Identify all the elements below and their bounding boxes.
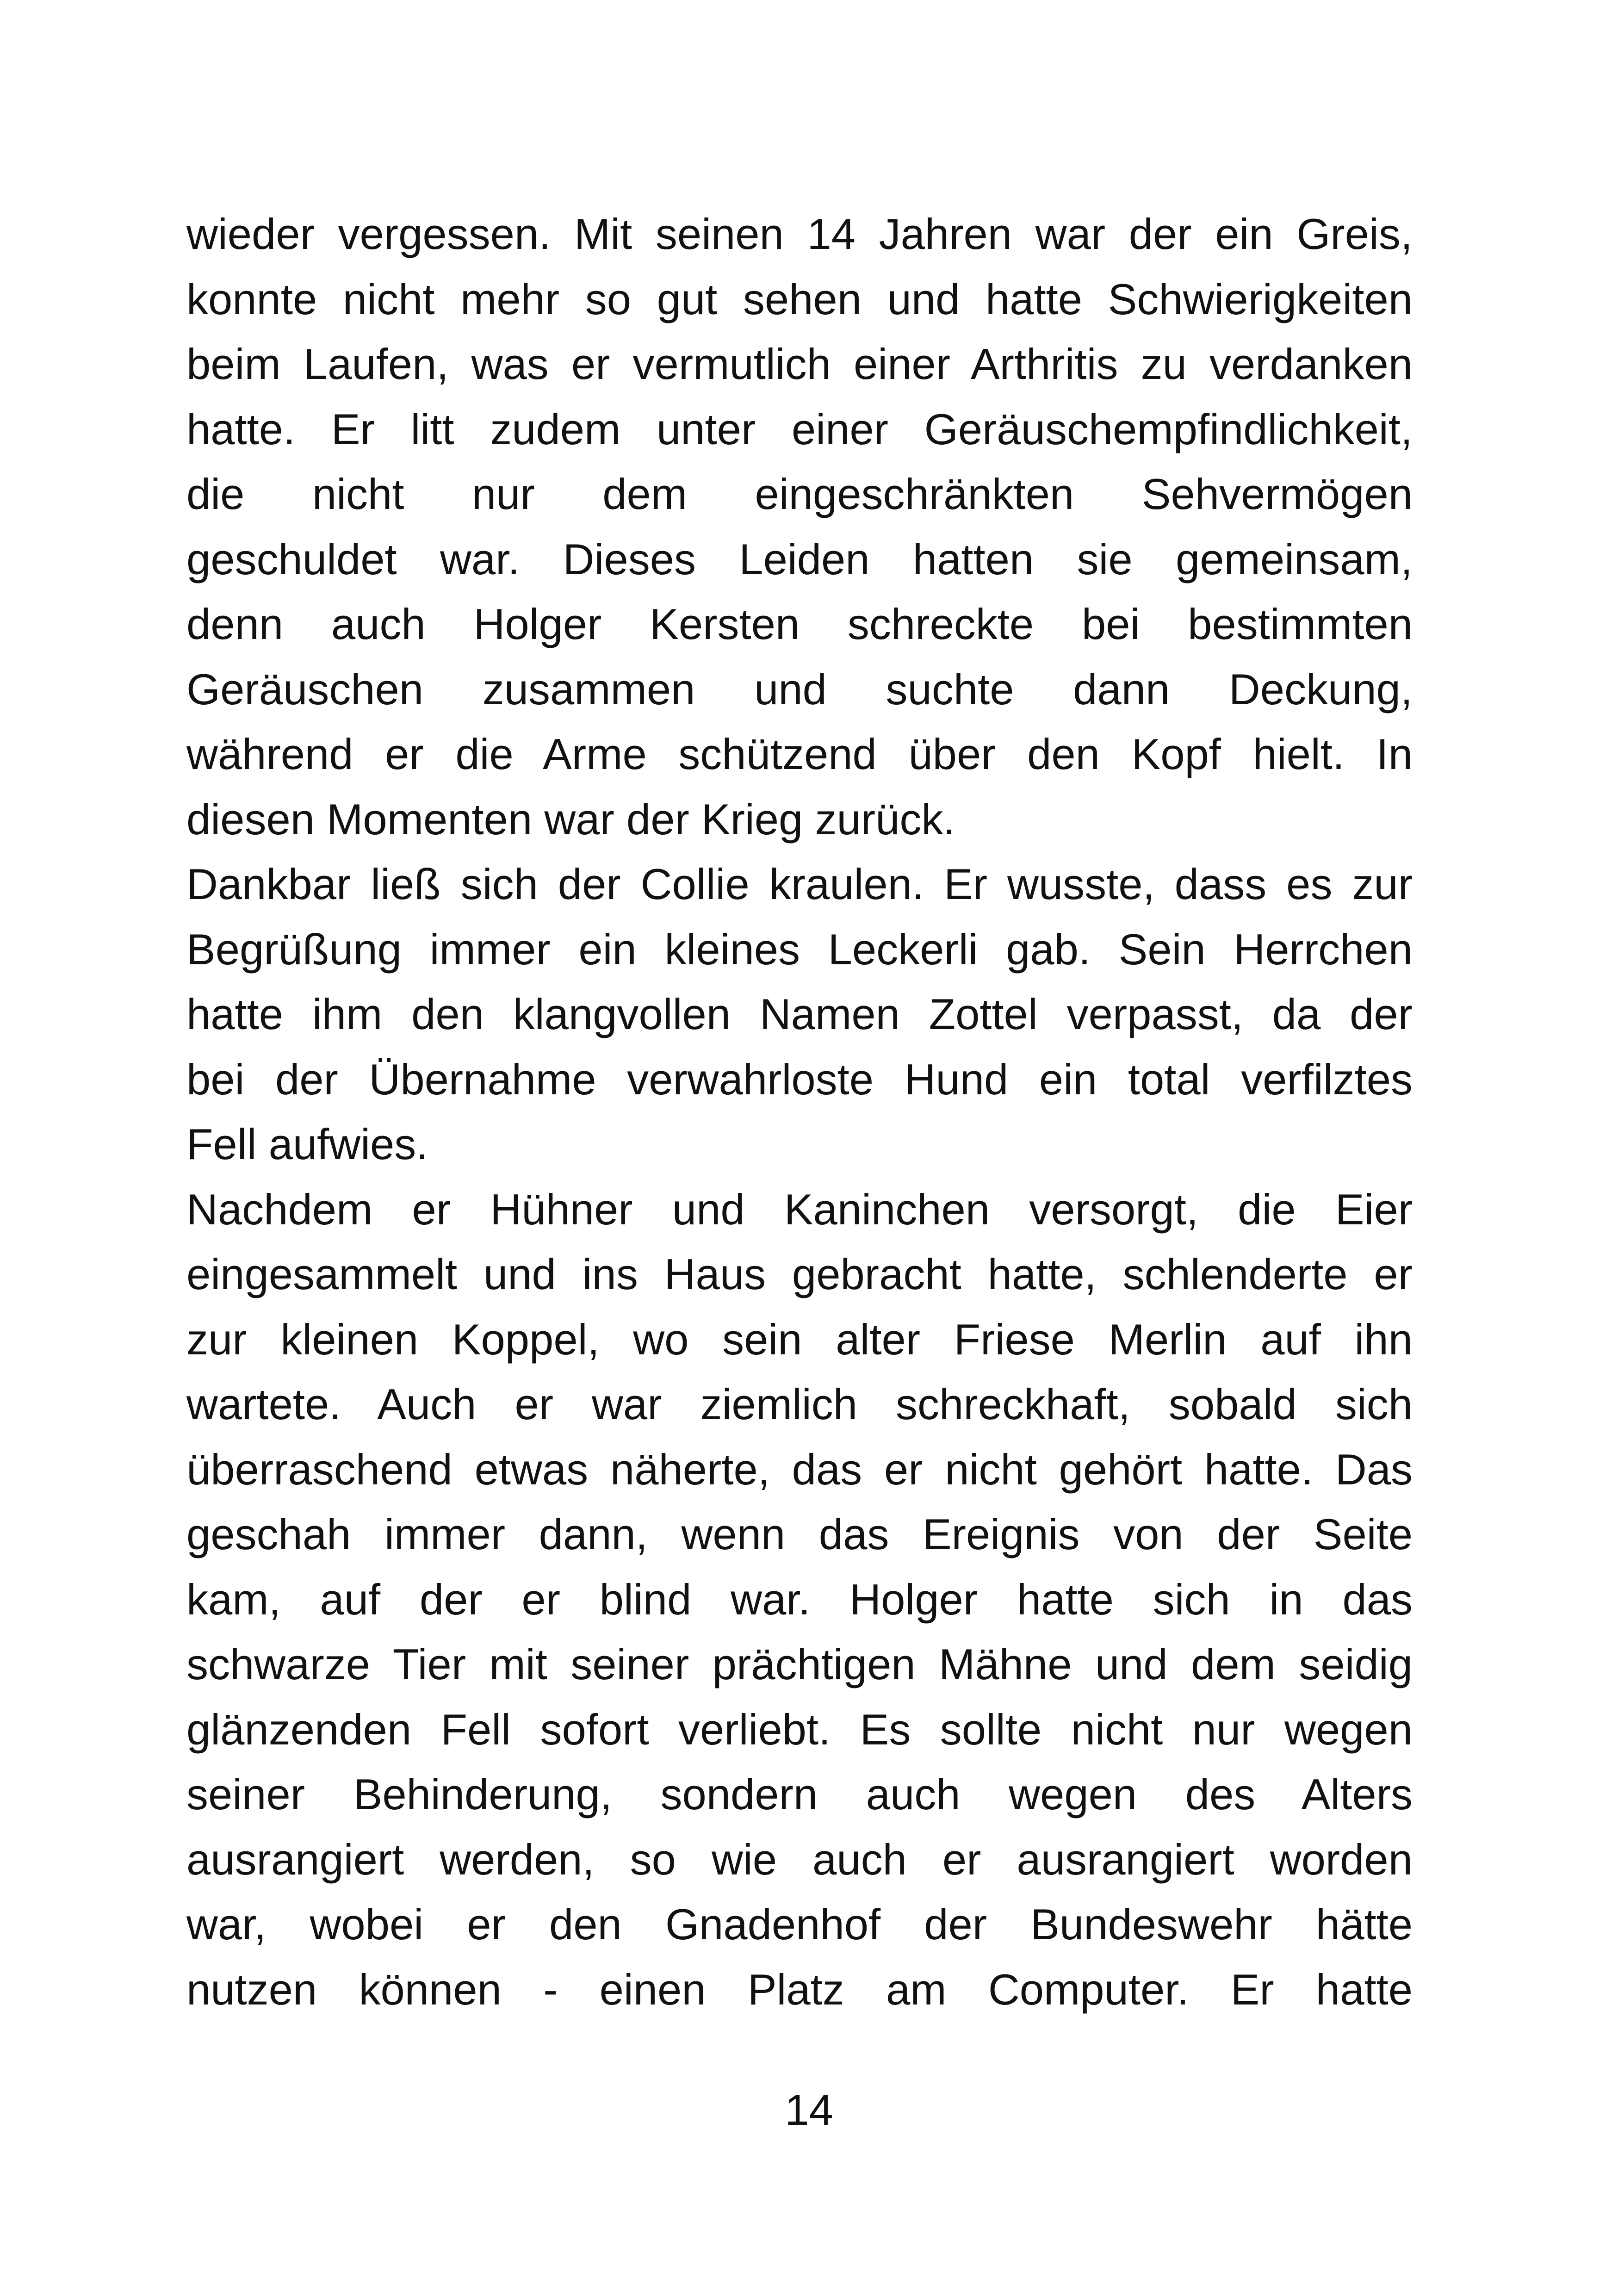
text-line: Geräuschen zusammen und suchte dann Deckung, (186, 664, 1413, 714)
text-line: die nicht nur dem eingeschränkten Sehvermögen (186, 470, 1413, 518)
page-number: 14 (785, 2085, 833, 2134)
text-line: geschah immer dann, wenn das Ereignis von der Seite (186, 1510, 1413, 1558)
text-line: zur kleinen Koppel, wo sein alter Friese Merlin auf ihn (186, 1315, 1413, 1364)
text-line: nutzen können - einen Platz am Computer. Er hatte (186, 1965, 1413, 2014)
text-line: war, wobei er den Gnadenhof der Bundeswehr hätte (186, 1900, 1413, 1948)
text-line: beim Laufen, was er vermutlich einer Arthritis zu verdanken (186, 340, 1413, 388)
text-line: geschuldet war. Dieses Leiden hatten sie gemeinsam, (186, 534, 1413, 583)
text-line: hatte. Er litt zudem unter einer Geräuschempfindlichkeit, (186, 404, 1413, 453)
text-line: denn auch Holger Kersten schreckte bei bestimmten (186, 600, 1413, 648)
body-text (186, 202, 1413, 2022)
text-line: diesen Momenten war der Krieg zurück. (186, 794, 955, 844)
text-line: Dankbar ließ sich der Collie kraulen. Er wusste, dass es zur (186, 860, 1413, 908)
text-line: kam, auf der er blind war. Holger hatte sich in das (186, 1575, 1413, 1624)
text-line: eingesammelt und ins Haus gebracht hatte, schlenderte er (186, 1250, 1413, 1298)
text-line: konnte nicht mehr so gut sehen und hatte Schwierigkeiten (186, 274, 1413, 323)
text-line: ausrangiert werden, so wie auch er ausrangiert worden (186, 1835, 1413, 1884)
text-line: wieder vergessen. Mit seinen 14 Jahren war der ein Greis, (186, 210, 1413, 258)
text-line: Begrüßung immer ein kleines Leckerli gab. Sein Herrchen (186, 925, 1413, 974)
text-line: wartete. Auch er war ziemlich schreckhaft, sobald sich (186, 1380, 1413, 1428)
text-line: seiner Behinderung, sondern auch wegen des Alters (186, 1770, 1413, 1818)
text-line: Nachdem er Hühner und Kaninchen versorgt, die Eier (186, 1185, 1413, 1234)
text-line: Fell aufwies. (186, 1120, 428, 1168)
text-line: hatte ihm den klangvollen Namen Zottel verpasst, da der (186, 990, 1413, 1038)
text-line: schwarze Tier mit seiner prächtigen Mähne und dem seidig (186, 1640, 1413, 1688)
text-line: bei der Übernahme verwahrloste Hund ein total verfilztes (186, 1055, 1413, 1104)
text-line: glänzenden Fell sofort verliebt. Es sollte nicht nur wegen (186, 1705, 1413, 1754)
text-line: während er die Arme schützend über den Kopf hielt. In (186, 730, 1413, 778)
text-line: überraschend etwas näherte, das er nicht gehört hatte. Das (186, 1445, 1413, 1494)
